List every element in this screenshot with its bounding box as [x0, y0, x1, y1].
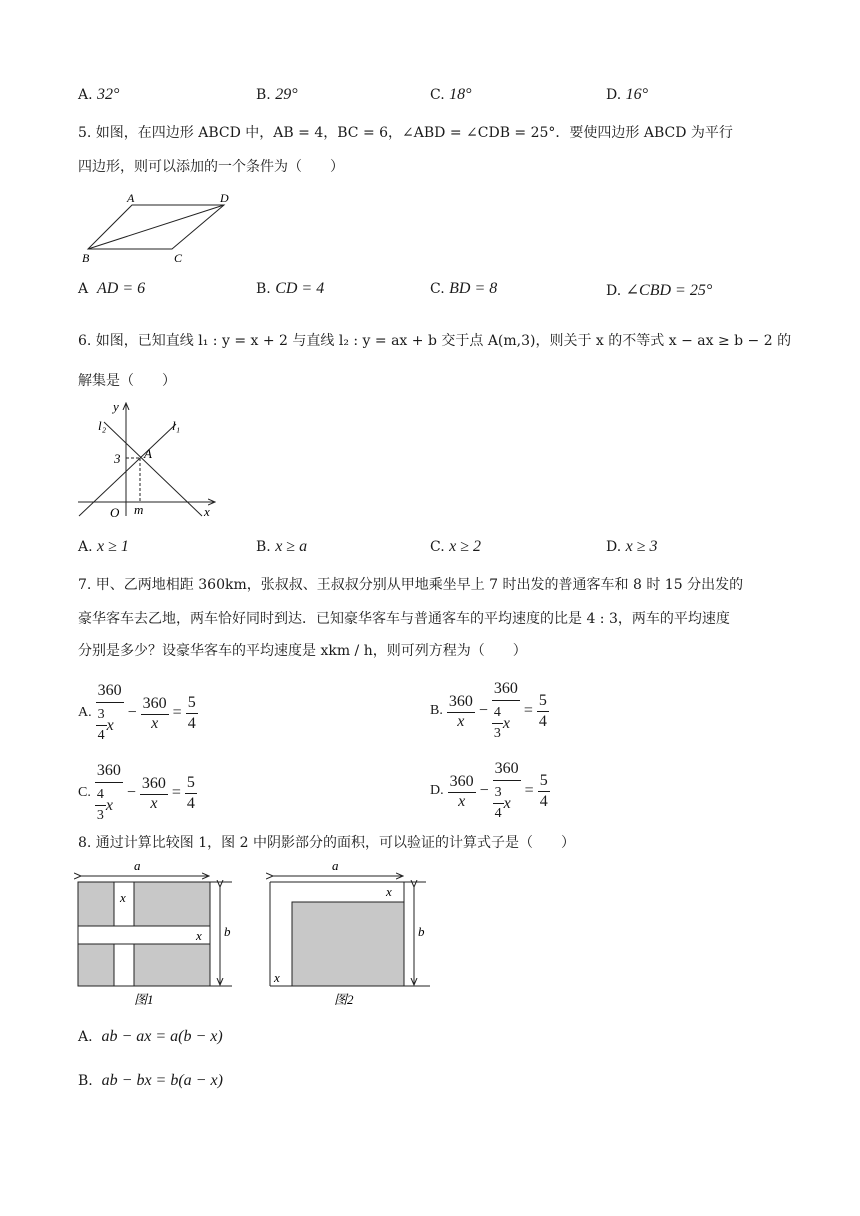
q8-figures	[74, 856, 444, 1012]
label-l1: l₁	[172, 418, 181, 433]
label-c: C	[174, 251, 183, 265]
label-three: 3	[114, 451, 121, 466]
fig1-label-a: a	[134, 858, 141, 873]
label-x: x	[204, 504, 210, 519]
label-origin: O	[110, 505, 120, 520]
fraction: 360 $\frac{4}{3}$ x	[493, 680, 518, 741]
q5-option-a: A AD = 6	[78, 280, 146, 297]
q5-stem-line1: 5. 如图，在四边形 ABCD 中，AB = 4，BC = 6，∠ABD = ∠CDB = 25°．要使四边形 ABCD 为平行	[78, 125, 733, 141]
q5-parallelogram-figure	[78, 188, 238, 268]
fig2-caption: 图2	[334, 992, 354, 1007]
fig1-horizontal-strip	[78, 926, 210, 944]
q5-option-b: B. CD = 4	[256, 280, 325, 297]
q6-coordinate-figure	[76, 396, 226, 524]
fig1-label-x-top: x	[120, 890, 126, 905]
fig1-label-b: b	[224, 924, 231, 939]
label-d: D	[220, 191, 229, 205]
q6-stem-line2: 解集是（ ）	[78, 373, 176, 389]
fig1-label-x-right: x	[196, 928, 202, 943]
q7-stem-line3: 分别是多少？设豪华客车的平均速度是 xkm / h，则可列方程为（ ）	[78, 643, 527, 659]
q8-stem-line1: 8. 通过计算比较图 1，图 2 中阴影部分的面积，可以验证的计算式子是（ ）	[78, 835, 575, 851]
q7-option-b: B. $\frac{360}{x}$ − 360 $\frac{4}{3}$ x = $\frac{5}{4}$	[430, 678, 549, 744]
label-m: m	[134, 502, 144, 517]
figure-2	[270, 858, 430, 1007]
fig2-label-x-left: x	[274, 970, 280, 985]
q5-option-c: C. BD = 8	[430, 280, 498, 297]
fraction: 360 $\frac{3}{4}$ x	[494, 760, 519, 821]
q6-stem-line1: 6. 如图，已知直线 l₁ : y = x + 2 与直线 l₂ : y = ax + b 交于点 A(m,3)，则关于 x 的不等式 x − ax ≥ b − 2 的	[78, 333, 792, 349]
q7-option-d: D. $\frac{360}{x}$ − 360 $\frac{3}{4}$ x = $\frac{5}{4}$	[430, 758, 550, 824]
q6-option-b: B. x ≥ a	[256, 538, 308, 555]
q7-option-a: A. 360 $\frac{3}{4}$ x − $\frac{360}{x}$ = $\frac{5}{4}$	[78, 680, 198, 746]
diagonal-bd	[88, 205, 224, 249]
q4-option-a: A. 32°	[78, 86, 120, 103]
q7-stem-line2: 豪华客车去乙地，两车恰好同时到达．已知豪华客车与普通客车的平均速度的比是 4 : 3，两车的平均速度	[78, 611, 730, 627]
fraction: 360 $\frac{3}{4}$ x	[97, 682, 122, 743]
label-l2: l₂	[98, 418, 107, 433]
q8-option-a: A. ab − ax = a(b − x)	[78, 1028, 223, 1045]
label-a: A	[127, 191, 135, 205]
fig2-shaded-rect	[292, 902, 404, 986]
q4-option-b: B. 29°	[256, 86, 298, 103]
label-b: B	[82, 251, 90, 265]
q5-option-d: D. ∠CBD = 25°	[606, 282, 713, 299]
q4-option-c: C. 18°	[430, 86, 472, 103]
q8-option-b: B. ab − bx = b(a − x)	[78, 1072, 223, 1089]
fig2-label-b: b	[418, 924, 425, 939]
q6-option-c: C. x ≥ 2	[430, 538, 482, 555]
q6-option-d: D. x ≥ 3	[606, 538, 658, 555]
figure-1	[78, 858, 232, 1007]
fig1-caption: 图1	[134, 992, 154, 1007]
q4-option-d: D. 16°	[606, 86, 649, 103]
fig2-label-x-top: x	[386, 884, 392, 899]
q7-stem-line1: 7. 甲、乙两地相距 360km，张叔叔、王叔叔分别从甲地乘坐早上 7 时出发的普通客车和 8 时 15 分出发的	[78, 577, 744, 593]
fig2-label-a: a	[332, 858, 339, 873]
q5-stem-line2: 四边形，则可以添加的一个条件为（ ）	[78, 159, 344, 175]
label-point-a: A	[144, 446, 152, 461]
q6-option-a: A. x ≥ 1	[78, 538, 129, 555]
q7-option-c: C. 360 $\frac{4}{3}$ x − $\frac{360}{x}$ = $\frac{5}{4}$	[78, 760, 197, 826]
fraction: 360 $\frac{4}{3}$ x	[96, 762, 121, 823]
label-y: y	[113, 399, 119, 414]
